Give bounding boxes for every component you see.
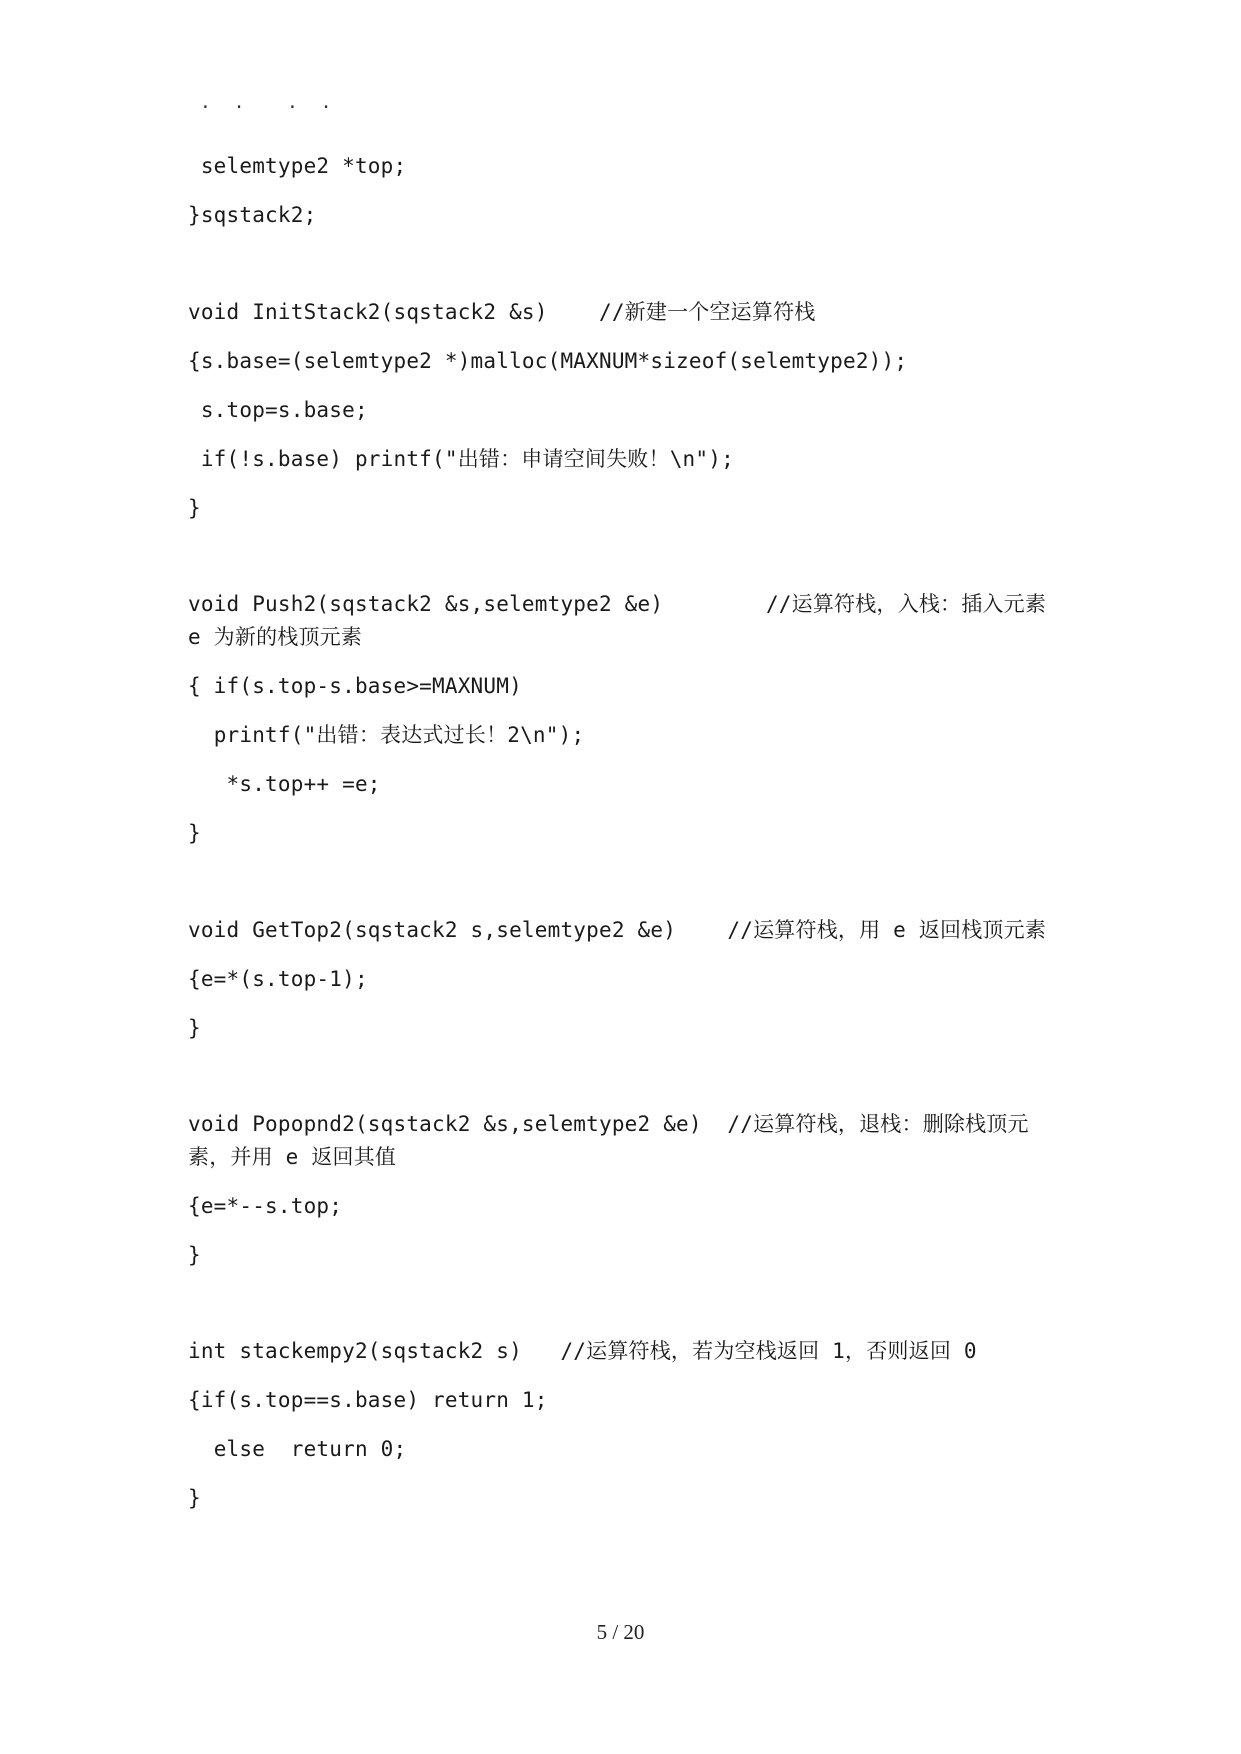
code-line: } xyxy=(188,496,201,520)
ellipsis-mark-right: . . xyxy=(287,92,338,113)
code-line: selemtype2 *top; xyxy=(188,154,407,178)
code-line: } xyxy=(188,1486,201,1510)
code-line: void Popopnd2(sqstack2 &s,selemtype2 &e) //运算符栈，退栈：删除栈顶元素，并用 e 返回其值 xyxy=(188,1112,1029,1169)
code-line: { if(s.top-s.base>=MAXNUM) xyxy=(188,674,522,698)
code-line: s.top=s.base; xyxy=(188,398,368,422)
code-line: void Push2(sqstack2 &s,selemtype2 &e) //运算符栈，入栈：插入元素 e 为新的栈顶元素 xyxy=(188,592,1059,649)
page-number: 5 / 20 xyxy=(596,1620,645,1644)
code-line: } xyxy=(188,1016,201,1040)
code-line: } xyxy=(188,1243,201,1267)
code-line: if(!s.base) printf("出错：申请空间失败！\n"); xyxy=(188,447,734,471)
code-line: int stackempy2(sqstack2 s) //运算符栈，若为空栈返回 1，否则返回 0 xyxy=(188,1339,977,1363)
ellipsis-mark-left: . . xyxy=(200,92,251,113)
code-line: {e=*--s.top; xyxy=(188,1194,343,1218)
code-line: void InitStack2(sqstack2 &s) //新建一个空运算符栈 xyxy=(188,300,816,324)
code-line: *s.top++ =e; xyxy=(188,772,381,796)
code-line: {if(s.top==s.base) return 1; xyxy=(188,1388,548,1412)
code-line: {s.base=(selemtype2 *)malloc(MAXNUM*sizeof(selemtype2)); xyxy=(188,349,908,373)
code-line: {e=*(s.top-1); xyxy=(188,967,368,991)
code-line: else return 0; xyxy=(188,1437,407,1461)
code-line: printf("出错：表达式过长！2\n"); xyxy=(188,723,585,747)
code-line: }sqstack2; xyxy=(188,203,317,227)
code-line: void GetTop2(sqstack2 s,selemtype2 &e) //运算符栈，用 e 返回栈顶元素 xyxy=(188,918,1047,942)
code-line: } xyxy=(188,821,201,845)
